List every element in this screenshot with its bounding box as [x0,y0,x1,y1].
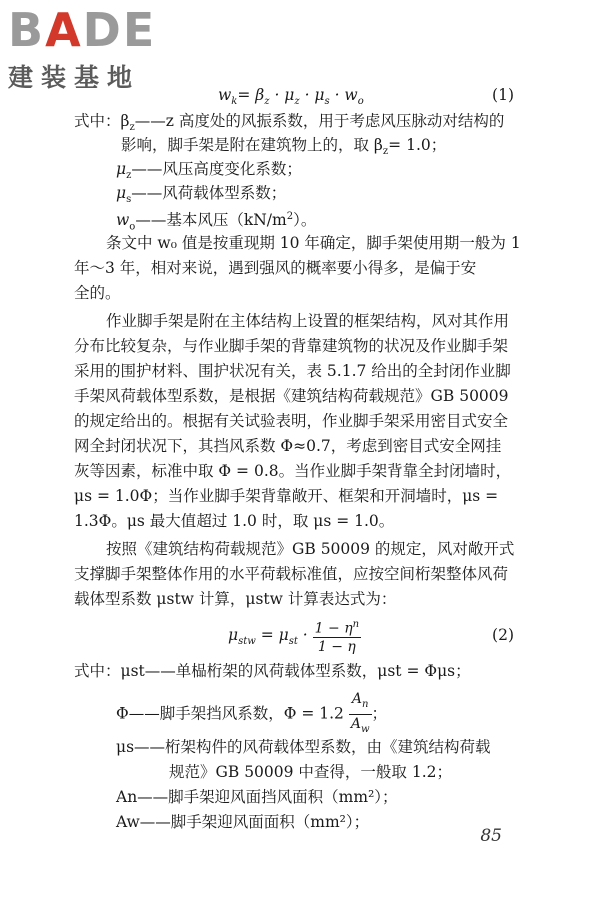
para3-line1: 按照《建筑结构荷载规范》GB 50009 的规定，风对敞开式 [106,540,515,558]
para2-line1: 作业脚手架是附在主体结构上设置的框架结构，风对其作用 [106,312,510,330]
def2-line4: 规范》GB 50009 中查得，一般取 1.2； [169,763,453,781]
para3-line3: 载体型系数 μstw 计算，μstw 计算表达式为： [74,590,397,608]
equation-1: $w_k= \beta_z \cdot \mu_z \cdot \mu_s \cdot w_o$ [218,86,364,108]
def2-line3: μs——桁架构件的风荷载体型系数，由《建筑结构荷载 [116,738,491,756]
para2-line3: 采用的围护材料、围护状况有关，表 5.1.7 给出的全封闭作业脚 [74,362,511,380]
para2-line5: 的规定给出的。根据有关试验表明，作业脚手架采用密目式安全 [74,412,509,430]
logo [8,3,157,94]
equation-2-fraction: $\frac{1 - \eta^n}{1 - \eta}$ [313,616,361,657]
phi-fraction: $\frac{A_n}{A_w}$ [350,691,370,735]
def2-line5: An——脚手架迎风面挡风面积（mm²）； [116,788,398,806]
page-number: 85 [480,826,502,846]
para2-line9: 1.3Φ。μs 最大值超过 1.0 时，取 μs = 1.0。 [74,512,395,530]
para2-line4: 手架风荷载体型系数，是根据《建筑结构荷载规范》GB 50009 [74,387,509,405]
logo-subtitle: 建装基地 [8,63,141,92]
equation-2-number: (2) [492,626,514,644]
para2-line2: 分布比较复杂，与作业脚手架的背靠建筑物的状况及作业脚手架 [74,337,509,355]
def1-line4: $\mu_s——$风荷载体型系数； [116,184,287,206]
equation-1-number: (1) [492,86,514,104]
para2-line6: 网全封闭状况下，其挡风系数 Φ≈0.7，考虑到密目式安全网挂 [74,437,502,455]
para1-line1: 条文中 w₀ 值是按重现期 10 年确定，脚手架使用期一般为 1 [106,234,521,252]
def2-line1: 式中：μst——单榀桁架的风荷载体型系数，μst = Φμs； [74,662,471,680]
para2-line7: 灰等因素，标准中取 Φ = 0.8。当作业脚手架背靠全封闭墙时， [74,462,512,480]
para1-line3: 全的。 [74,284,121,302]
def2-line2: Φ——脚手架挡风系数，Φ = 1.2 $\frac{A_n}{A_w}$ ； [116,690,387,739]
def2-line6: Aw——脚手架迎风面面积（mm²）； [116,813,370,831]
logo-wordmark: BADE [8,3,157,57]
equation-2: $\mu_{stw} = \mu_{st}$ · $\frac{1 - \eta^n}{1 - \eta}$ [228,612,361,665]
def1-line5: $w_o——$基本风压$(kN/m^2)$。 [116,211,317,233]
para3-line2: 支撑脚手架整体作用的水平荷载标准值，应按空间桁架整体风荷 [74,565,509,583]
def1-line3: $\mu_z——$风压高度变化系数； [116,160,302,182]
def1-line2: 影响，脚手架是附在建筑物上的，取 $\beta_z= 1.0$； [121,136,447,158]
para1-line2: 年～3 年，相对来说，遇到强风的概率要小得多，是偏于安 [74,259,477,277]
def1-line1: 式中：$\beta_z——z$ 高度处的风振系数，用于考虑风压脉动对结构的 [74,112,505,134]
para2-line8: μs = 1.0Φ；当作业脚手架背靠敞开、框架和开洞墙时，μs = [74,487,499,505]
